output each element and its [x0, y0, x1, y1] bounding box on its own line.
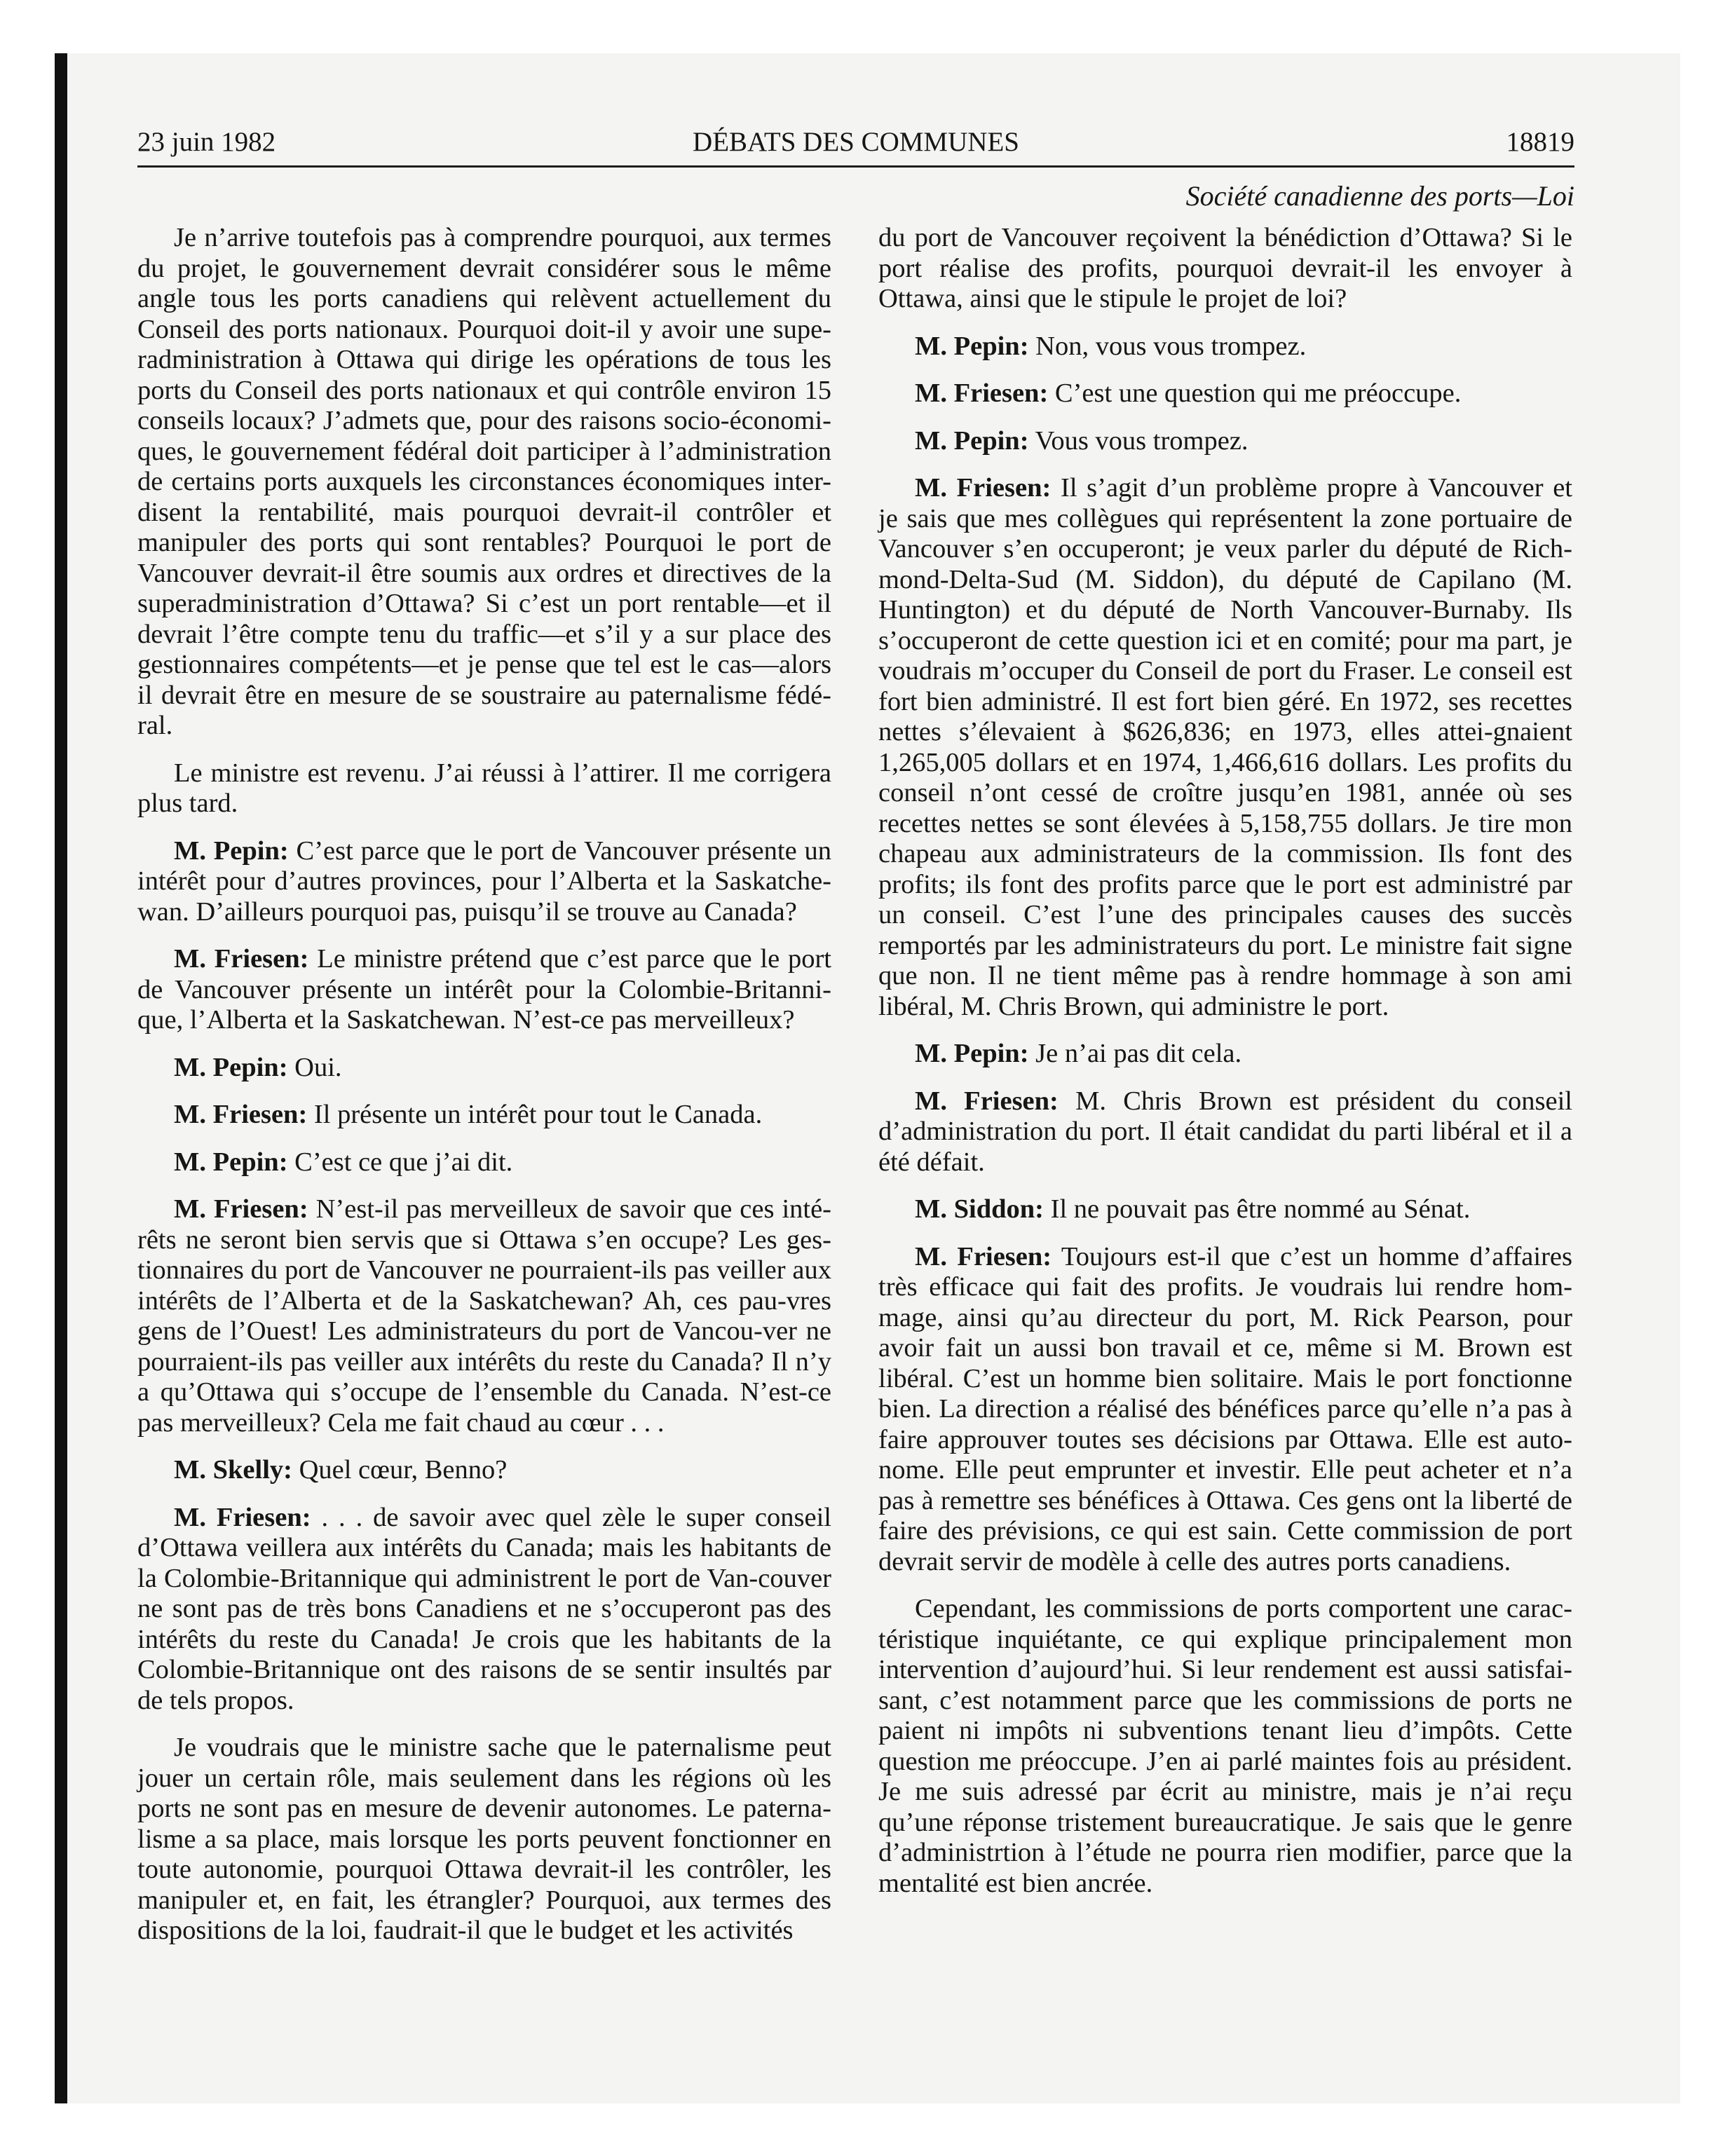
paragraph-text: Je n’arrive toutefois pas à comprendre pourquoi, aux termes du projet, le gouvernement devrait considérer sous le même angle tous les ports canadiens qui relèvent actuellement du Conseil des ports nationaux. Pourquoi doit-il y avoir une supe-radministration à Ottawa qui dirige les opérations de tous les ports du Conseil des ports nationaux et qui contrôle environ 15 conseils locaux? J’admets que, pour des raisons socio-économi-ques, le gouvernement fédéral doit participer à l’administration de certains ports auxquels les circonstances économiques inter-disent la rentabilité, mais pourquoi devrait-il contrôler et manipuler des ports qui sont rentables? Pourquoi le port de Vancouver devrait-il être soumis aux ordres et directives de la superadministration d’Ottawa? Si c’est un port rentable—et il devrait l’être compte tenu du traffic—et s’il y a sur place des gestionnaires compétents—et je pense que tel est le cas—alors il devrait être en mesure de se soustraire au paternalisme fédé-ral.	[137, 223, 831, 740]
speaker-name: M. Friesen:	[915, 1086, 1059, 1116]
paragraph-text: Vous vous trompez.	[1035, 425, 1248, 456]
header-rule	[137, 165, 1574, 168]
paragraph-text: Le ministre prétend que c’est parce que le port de Vancouver présente un intérêt pour la Colombie-Britanni-que, l’Alberta et la Saskatchewan. N’est-ce pas merveilleux?	[137, 944, 831, 1035]
speaker-name: M. Friesen:	[174, 1194, 308, 1224]
paragraph	[137, 1147, 831, 1178]
paragraph	[137, 836, 831, 928]
speaker-name: M. Friesen:	[915, 378, 1049, 408]
paragraph	[878, 1594, 1572, 1899]
paragraph	[878, 332, 1572, 362]
paragraph-text: Il s’agit d’un problème propre à Vancouver et je sais que mes collègues qui représentent la zone portuaire de Vancouver s’en occuperont; je veux parler du député de Rich-mond-Delta-Sud (M. Siddon), du député de Capilano (M. Huntington) et du député de North Vancouver-Burnaby. Ils s’occuperont de cette question ici et en comité; pour ma part, je voudrais m’occuper du Conseil de port du Fraser. Le conseil est fort bien administré. Il est fort bien géré. En 1972, ses recettes nettes s’élevaient à $626,836; en 1973, elles attei-gnaient 1,265,005 dollars et en 1974, 1,466,616 dollars. Les profits du conseil n’ont cessé de croître jusqu’en 1981, année où ses recettes nettes se sont élevées à 5,158,755 dollars. Je tire mon chapeau aux administrateurs de la commission. Ils font des profits; ils font des profits parce que le port est administré par un conseil. C’est l’une des principales causes des succès remportés par les administrateurs du port. Le ministre fait signe que non. Il ne tient même pas à rendre hommage à son ami libéral, M. Chris Brown, qui administre le port.	[878, 473, 1572, 1021]
speaker-name: M. Friesen:	[915, 473, 1052, 503]
paragraph-text: C’est ce que j’ai dit.	[294, 1147, 513, 1177]
paragraph	[878, 378, 1572, 409]
left-column	[137, 223, 831, 1963]
paragraph-text: C’est parce que le port de Vancouver présente un intérêt pour d’autres provinces, pour l’Alberta et la Saskatche-wan. D’ailleurs pourquoi pas, puisqu’il se trouve au Canada?	[137, 835, 831, 927]
paragraph	[137, 1053, 831, 1084]
paragraph-text: N’est-il pas merveilleux de savoir que ces inté-rêts ne seront bien servis que si Ottawa s’en occupe? Les ges-tionnaires du port de Vancouver ne pourraient-ils pas veiller aux intérêts de l’Alberta et de la Saskatchewan? Ah, ces pau-vres gens de l’Ouest! Les administrateurs du port de Vancou-ver ne pourraient-ils pas veiller aux intérêts du reste du Canada? Il n’y a qu’Ottawa qui s’occupe de l’ensemble du Canada. N’est-ce pas merveilleux? Cela me fait chaud au cœur . . .	[137, 1194, 831, 1438]
paragraph	[137, 944, 831, 1036]
speaker-name: M. Pepin:	[915, 331, 1029, 361]
speaker-name: M. Pepin:	[174, 1052, 288, 1082]
scan-binding-edge	[55, 53, 67, 2103]
paragraph-text: C’est une question qui me préoccupe.	[1054, 378, 1462, 408]
header-date: 23 juin 1982	[137, 127, 276, 157]
paragraph-text: Non, vous vous trompez.	[1035, 331, 1307, 361]
header-page-number: 18819	[1506, 127, 1574, 157]
paragraph-text: Il présente un intérêt pour tout le Canada.	[313, 1100, 763, 1129]
paragraph-text: du port de Vancouver reçoivent la bénédiction d’Ottawa? Si le port réalise des profits, pourquoi devrait-il les envoyer à Ottawa, ainsi que le stipule le projet de loi?	[878, 223, 1572, 313]
paragraph-text: Cependant, les commissions de ports comportent une carac-téristique inquiétante, ce qui explique principalement mon intervention d’aujourd’hui. Si leur rendement est aussi satisfai-sant, c’est notamment parce que les commissions de ports ne paient ni impôts ni subventions tenant lieu d’impôts. Cette question me préoccupe. J’en ai parlé maintes fois au président. Je me suis adressé par écrit au ministre, mais je n’ai reçu qu’une réponse tristement bureaucratique. Je sais que le genre d’administrtion à l’étude ne pourra rien modifier, parce que la mentalité est bien ancrée.	[878, 1594, 1572, 1898]
paragraph	[878, 1194, 1572, 1225]
header-publication-title: DÉBATS DES COMMUNES	[693, 127, 1019, 157]
paragraph	[878, 473, 1572, 1022]
speaker-name: M. Pepin:	[174, 1147, 288, 1177]
paragraph	[137, 1194, 831, 1438]
speaker-name: M. Friesen:	[915, 1241, 1052, 1271]
paragraph-text: M. Chris Brown est président du conseil d’administration du port. Il était candidat du parti libéral et il a été défait.	[878, 1086, 1572, 1177]
paragraph	[878, 1086, 1572, 1178]
speaker-name: M. Pepin:	[915, 1039, 1029, 1068]
paragraph	[878, 426, 1572, 457]
speaker-name: M. Skelly:	[174, 1455, 292, 1485]
paragraph	[137, 223, 831, 742]
page-header	[137, 126, 1574, 168]
speaker-name: M. Pepin:	[174, 835, 289, 866]
paragraph	[137, 758, 831, 819]
running-subject: Société canadienne des ports—Loi	[1185, 180, 1574, 212]
speaker-name: M. Friesen:	[174, 1502, 311, 1532]
paragraph	[137, 1455, 831, 1486]
speaker-name: M. Friesen:	[174, 944, 309, 974]
paragraph-text: Le ministre est revenu. J’ai réussi à l’attirer. Il me corrigera plus tard.	[137, 758, 831, 818]
paragraph-text: Oui.	[294, 1052, 342, 1082]
paragraph-text: . . . de savoir avec quel zèle le super conseil d’Ottawa veillera aux intérêts du Canada; mais les habitants de la Colombie-Britannique qui administrent le port de Van-couver ne sont pas de très bons Canadiens et ne s’occuperont pas des intérêts du reste du Canada! Je crois que les habitants de la Colombie-Britannique ont des raisons de se sentir insultés par de tels propos.	[137, 1502, 831, 1715]
paragraph-text: Je voudrais que le ministre sache que le paternalisme peut jouer un certain rôle, mais seulement dans les régions où les ports ne sont pas en mesure de devenir autonomes. Le paterna-lisme a sa place, mais lorsque les ports peuvent fonctionner en toute autonomie, pourquoi Ottawa devrait-il les contrôler, les manipuler et, en fait, les étrangler? Pourquoi, aux termes des dispositions de la loi, faudrait-il que le budget et les activités	[137, 1733, 831, 1945]
paragraph	[878, 1039, 1572, 1070]
speaker-name: M. Friesen:	[174, 1100, 308, 1129]
paragraph	[137, 1100, 831, 1131]
paragraph-text: Il ne pouvait pas être nommé au Sénat.	[1050, 1194, 1471, 1224]
paragraph	[878, 223, 1572, 315]
paragraph	[137, 1503, 831, 1717]
right-column	[878, 223, 1572, 1916]
paragraph	[137, 1733, 831, 1946]
paragraph-text: Quel cœur, Benno?	[299, 1455, 508, 1485]
paragraph	[878, 1242, 1572, 1578]
speaker-name: M. Pepin:	[915, 425, 1029, 456]
paragraph-text: Je n’ai pas dit cela.	[1035, 1039, 1242, 1068]
speaker-name: M. Siddon:	[915, 1194, 1045, 1224]
paragraph-text: Toujours est-il que c’est un homme d’affaires très efficace qui fait des profits. Je voudrais lui rendre hom-mage, ainsi qu’au directeur du port, M. Rick Pearson, pour avoir fait un aussi bon travail et ce, même si M. Brown est libéral. C’est un homme bien solitaire. Mais le port fonctionne bien. La direction a réalisé des bénéfices parce qu’elle n’a pas à faire approuver toutes ses décisions par Ottawa. Elle est auto-nome. Elle peut emprunter et investir. Elle peut acheter et n’a pas à remettre ses bénéfices à Ottawa. Ces gens ont la liberté de faire des prévisions, ce qui est sain. Cette commission de port devrait servir de modèle à celle des autres ports canadiens.	[878, 1241, 1572, 1576]
